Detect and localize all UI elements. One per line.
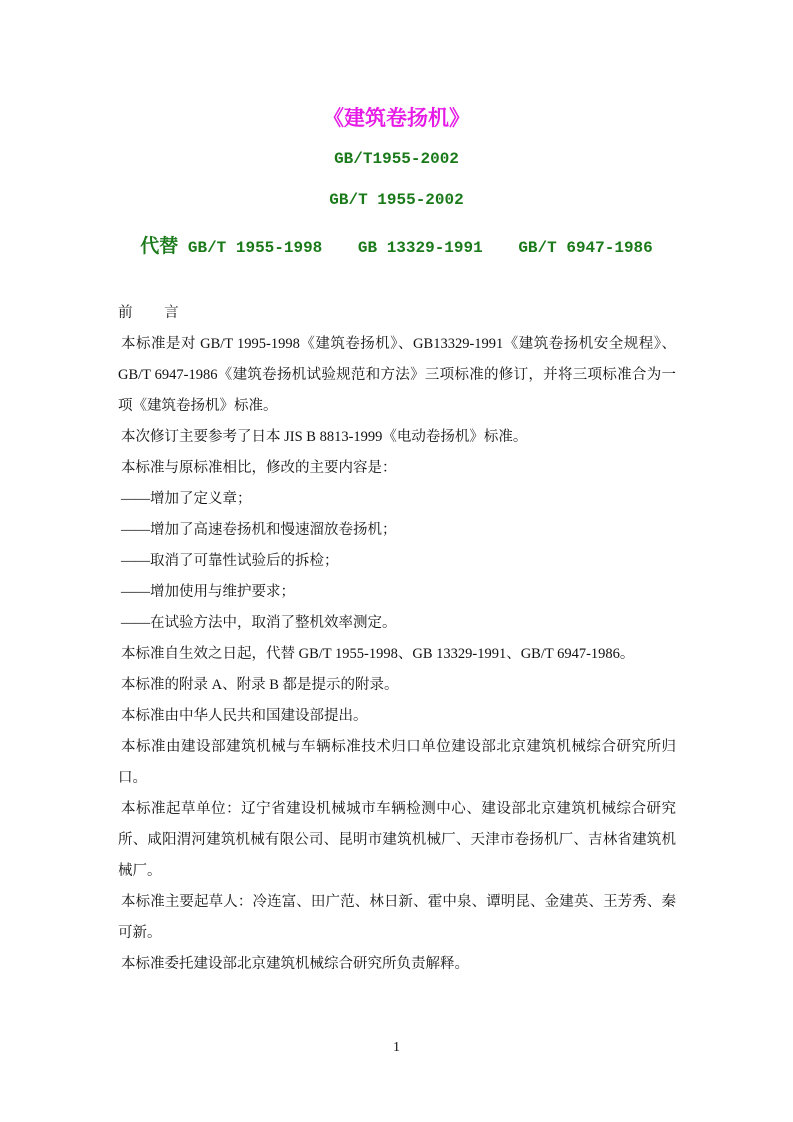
document-title: 《建筑卷扬机》 xyxy=(323,106,470,130)
section-heading: 前 言 xyxy=(118,305,193,321)
paragraph: 本标准起草单位：辽宁省建设机械城市车辆检测中心、建设部北京建筑机械综合研究所、咸阳渭河建筑机械有限公司、昆明市建筑机械厂、天津市卷扬机厂、吉林省建筑机械厂。 xyxy=(118,801,676,879)
paragraph: 本标准与原标准相比，修改的主要内容是： xyxy=(121,460,397,476)
foreword-body xyxy=(118,298,676,980)
paragraph: 本标准委托建设部北京建筑机械综合研究所负责解释。 xyxy=(121,956,469,972)
replaces-line xyxy=(0,231,793,258)
replaces-label: 代替 xyxy=(140,236,179,258)
list-item: ——增加了高速卷扬机和慢速溜放卷扬机； xyxy=(121,522,397,538)
list-item: ——取消了可靠性试验后的拆检； xyxy=(121,553,339,569)
replaced-standard: GB 13329-1991 xyxy=(357,239,483,257)
list-item: ——在试验方法中，取消了整机效率测定。 xyxy=(121,615,397,631)
paragraph: 本次修订主要参考了日本 JIS B 8813-1999《电动卷扬机》标准。 xyxy=(121,429,528,445)
paragraph: 本标准的附录 A、附录 B 都是提示的附录。 xyxy=(121,677,399,693)
list-item: ——增加使用与维护要求； xyxy=(121,584,295,600)
paragraph: 本标准由建设部建筑机械与车辆标准技术归口单位建设部北京建筑机械综合研究所归口。 xyxy=(118,739,676,786)
paragraph: 本标准由中华人民共和国建设部提出。 xyxy=(121,708,368,724)
paragraph: 本标准主要起草人：冷连富、田广范、林日新、霍中泉、谭明昆、金建英、王芳秀、秦可新。 xyxy=(118,894,676,941)
replaced-standard: GB/T 1955-1998 xyxy=(187,239,323,257)
paragraph: 本标准是对 GB/T 1995-1998《建筑卷扬机》、GB13329-1991《建筑卷扬机安全规程》、GB/T 6947-1986《建筑卷扬机试验规范和方法》三项标准的修订，并将三项标准合为一项《建筑卷扬机》标准。 xyxy=(118,336,676,414)
replaced-standard: GB/T 6947-1986 xyxy=(518,239,653,257)
page-number: 1 xyxy=(393,1040,400,1055)
paragraph: 本标准自生效之日起，代替 GB/T 1955-1998、GB 13329-1991、GB/T 6947-1986。 xyxy=(121,646,635,662)
standard-code: GB/T1955-2002 xyxy=(334,150,459,168)
list-item: ——增加了定义章； xyxy=(121,491,252,507)
standard-code-spaced: GB/T 1955-2002 xyxy=(329,191,464,209)
